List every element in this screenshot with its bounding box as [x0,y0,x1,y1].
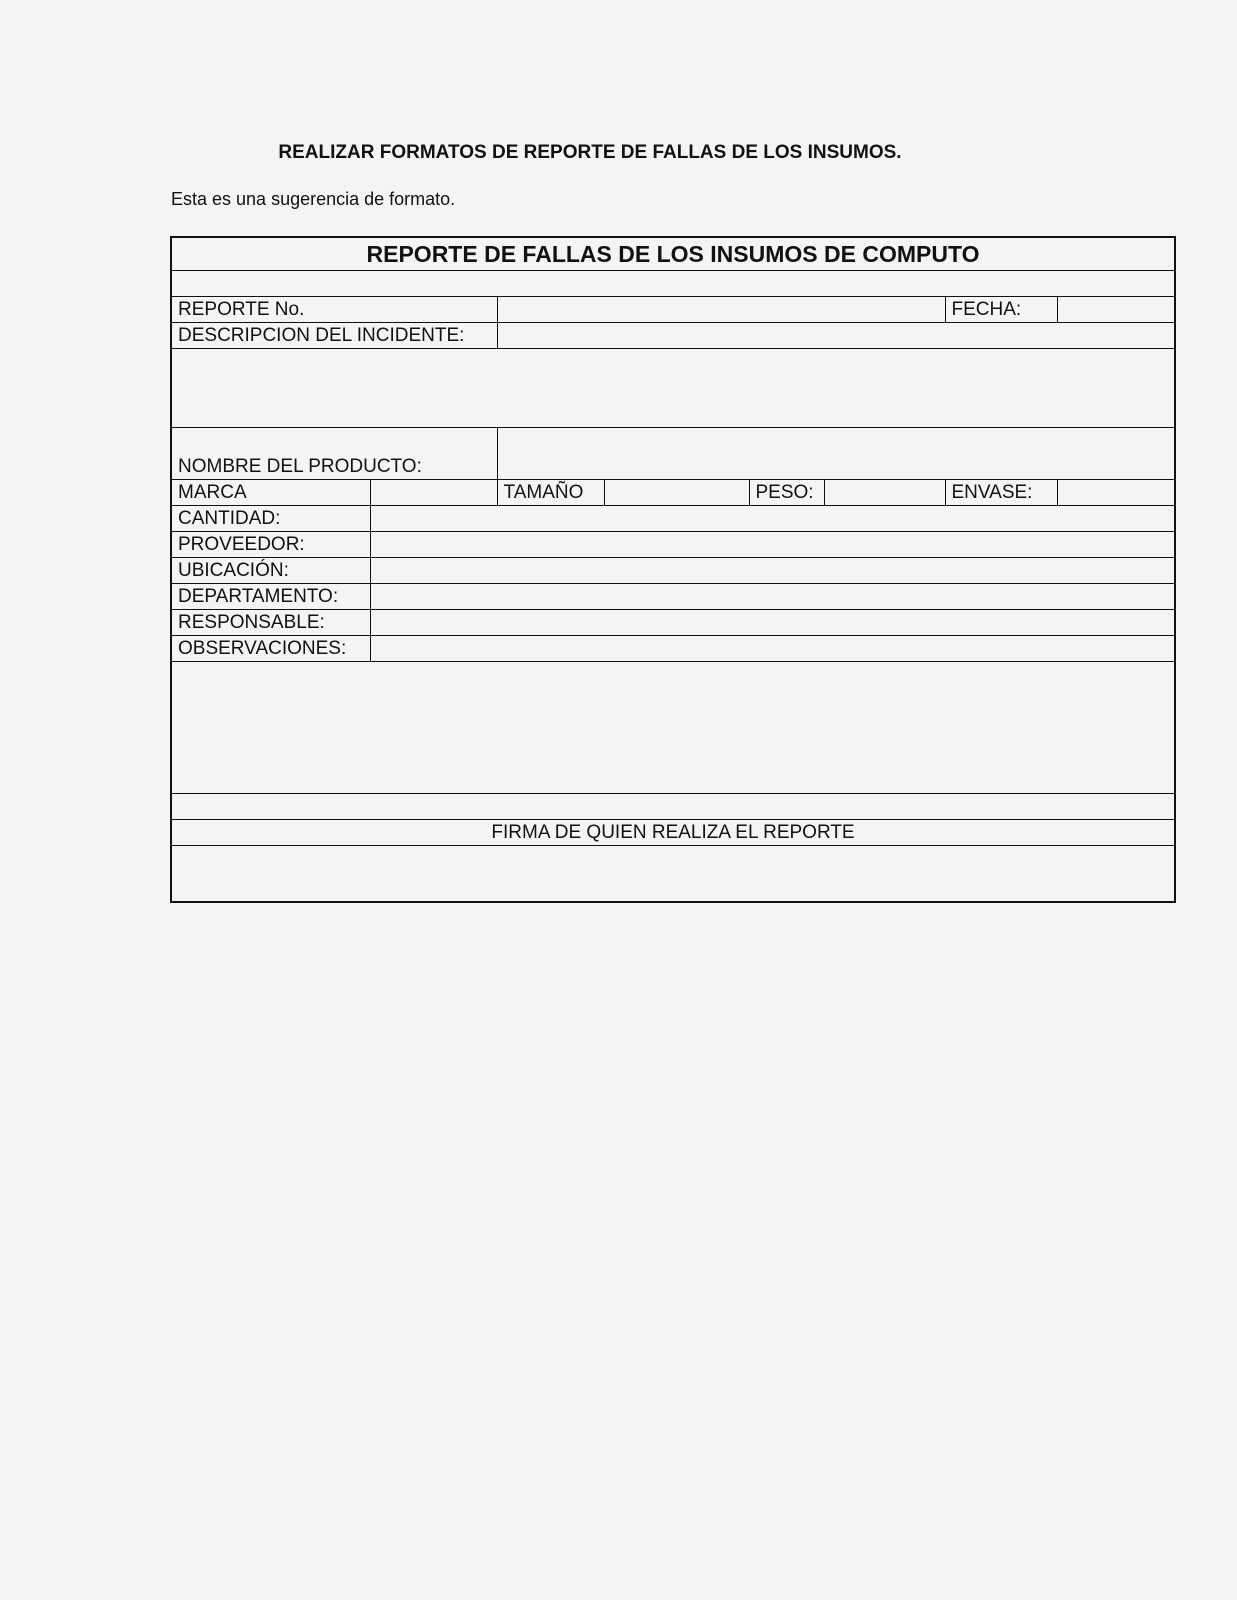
observaciones-label: OBSERVACIONES: [171,636,370,662]
firma-label: FIRMA DE QUIEN REALIZA EL REPORTE [171,820,1175,846]
peso-field[interactable] [824,480,945,506]
descripcion-area[interactable] [171,349,1175,428]
blank-row [171,794,1175,820]
cantidad-label: CANTIDAD: [171,506,370,532]
ubicacion-label: UBICACIÓN: [171,558,370,584]
envase-label: ENVASE: [945,480,1057,506]
report-no-field[interactable] [497,297,945,323]
tamano-label: TAMAÑO [497,480,604,506]
envase-field[interactable] [1057,480,1175,506]
observaciones-area[interactable] [171,662,1175,794]
departamento-label: DEPARTAMENTO: [171,584,370,610]
cantidad-field[interactable] [370,506,1175,532]
report-no-label: REPORTE No. [171,297,497,323]
observaciones-field[interactable] [370,636,1175,662]
form-title: REPORTE DE FALLAS DE LOS INSUMOS DE COMPUTO [171,237,1175,271]
intro-text: Esta es una sugerencia de formato. [171,189,456,209]
marca-label: MARCA [171,480,370,506]
responsable-label: RESPONSABLE: [171,610,370,636]
producto-field[interactable] [497,428,1175,480]
tamano-field[interactable] [604,480,749,506]
ubicacion-field[interactable] [370,558,1175,584]
document-heading: REALIZAR FORMATOS DE REPORTE DE FALLAS DE LOS INSUMOS. [278,142,902,163]
producto-label: NOMBRE DEL PRODUCTO: [171,428,497,480]
departamento-field[interactable] [370,584,1175,610]
proveedor-field[interactable] [370,532,1175,558]
marca-field[interactable] [370,480,497,506]
firma-field[interactable] [171,846,1175,903]
responsable-field[interactable] [370,610,1175,636]
descripcion-label: DESCRIPCION DEL INCIDENTE: [171,323,497,349]
peso-label: PESO: [749,480,824,506]
report-form-table [170,236,1176,903]
blank-row [171,271,1175,297]
descripcion-field[interactable] [497,323,1175,349]
fecha-label: FECHA: [945,297,1057,323]
proveedor-label: PROVEEDOR: [171,532,370,558]
fecha-field[interactable] [1057,297,1175,323]
